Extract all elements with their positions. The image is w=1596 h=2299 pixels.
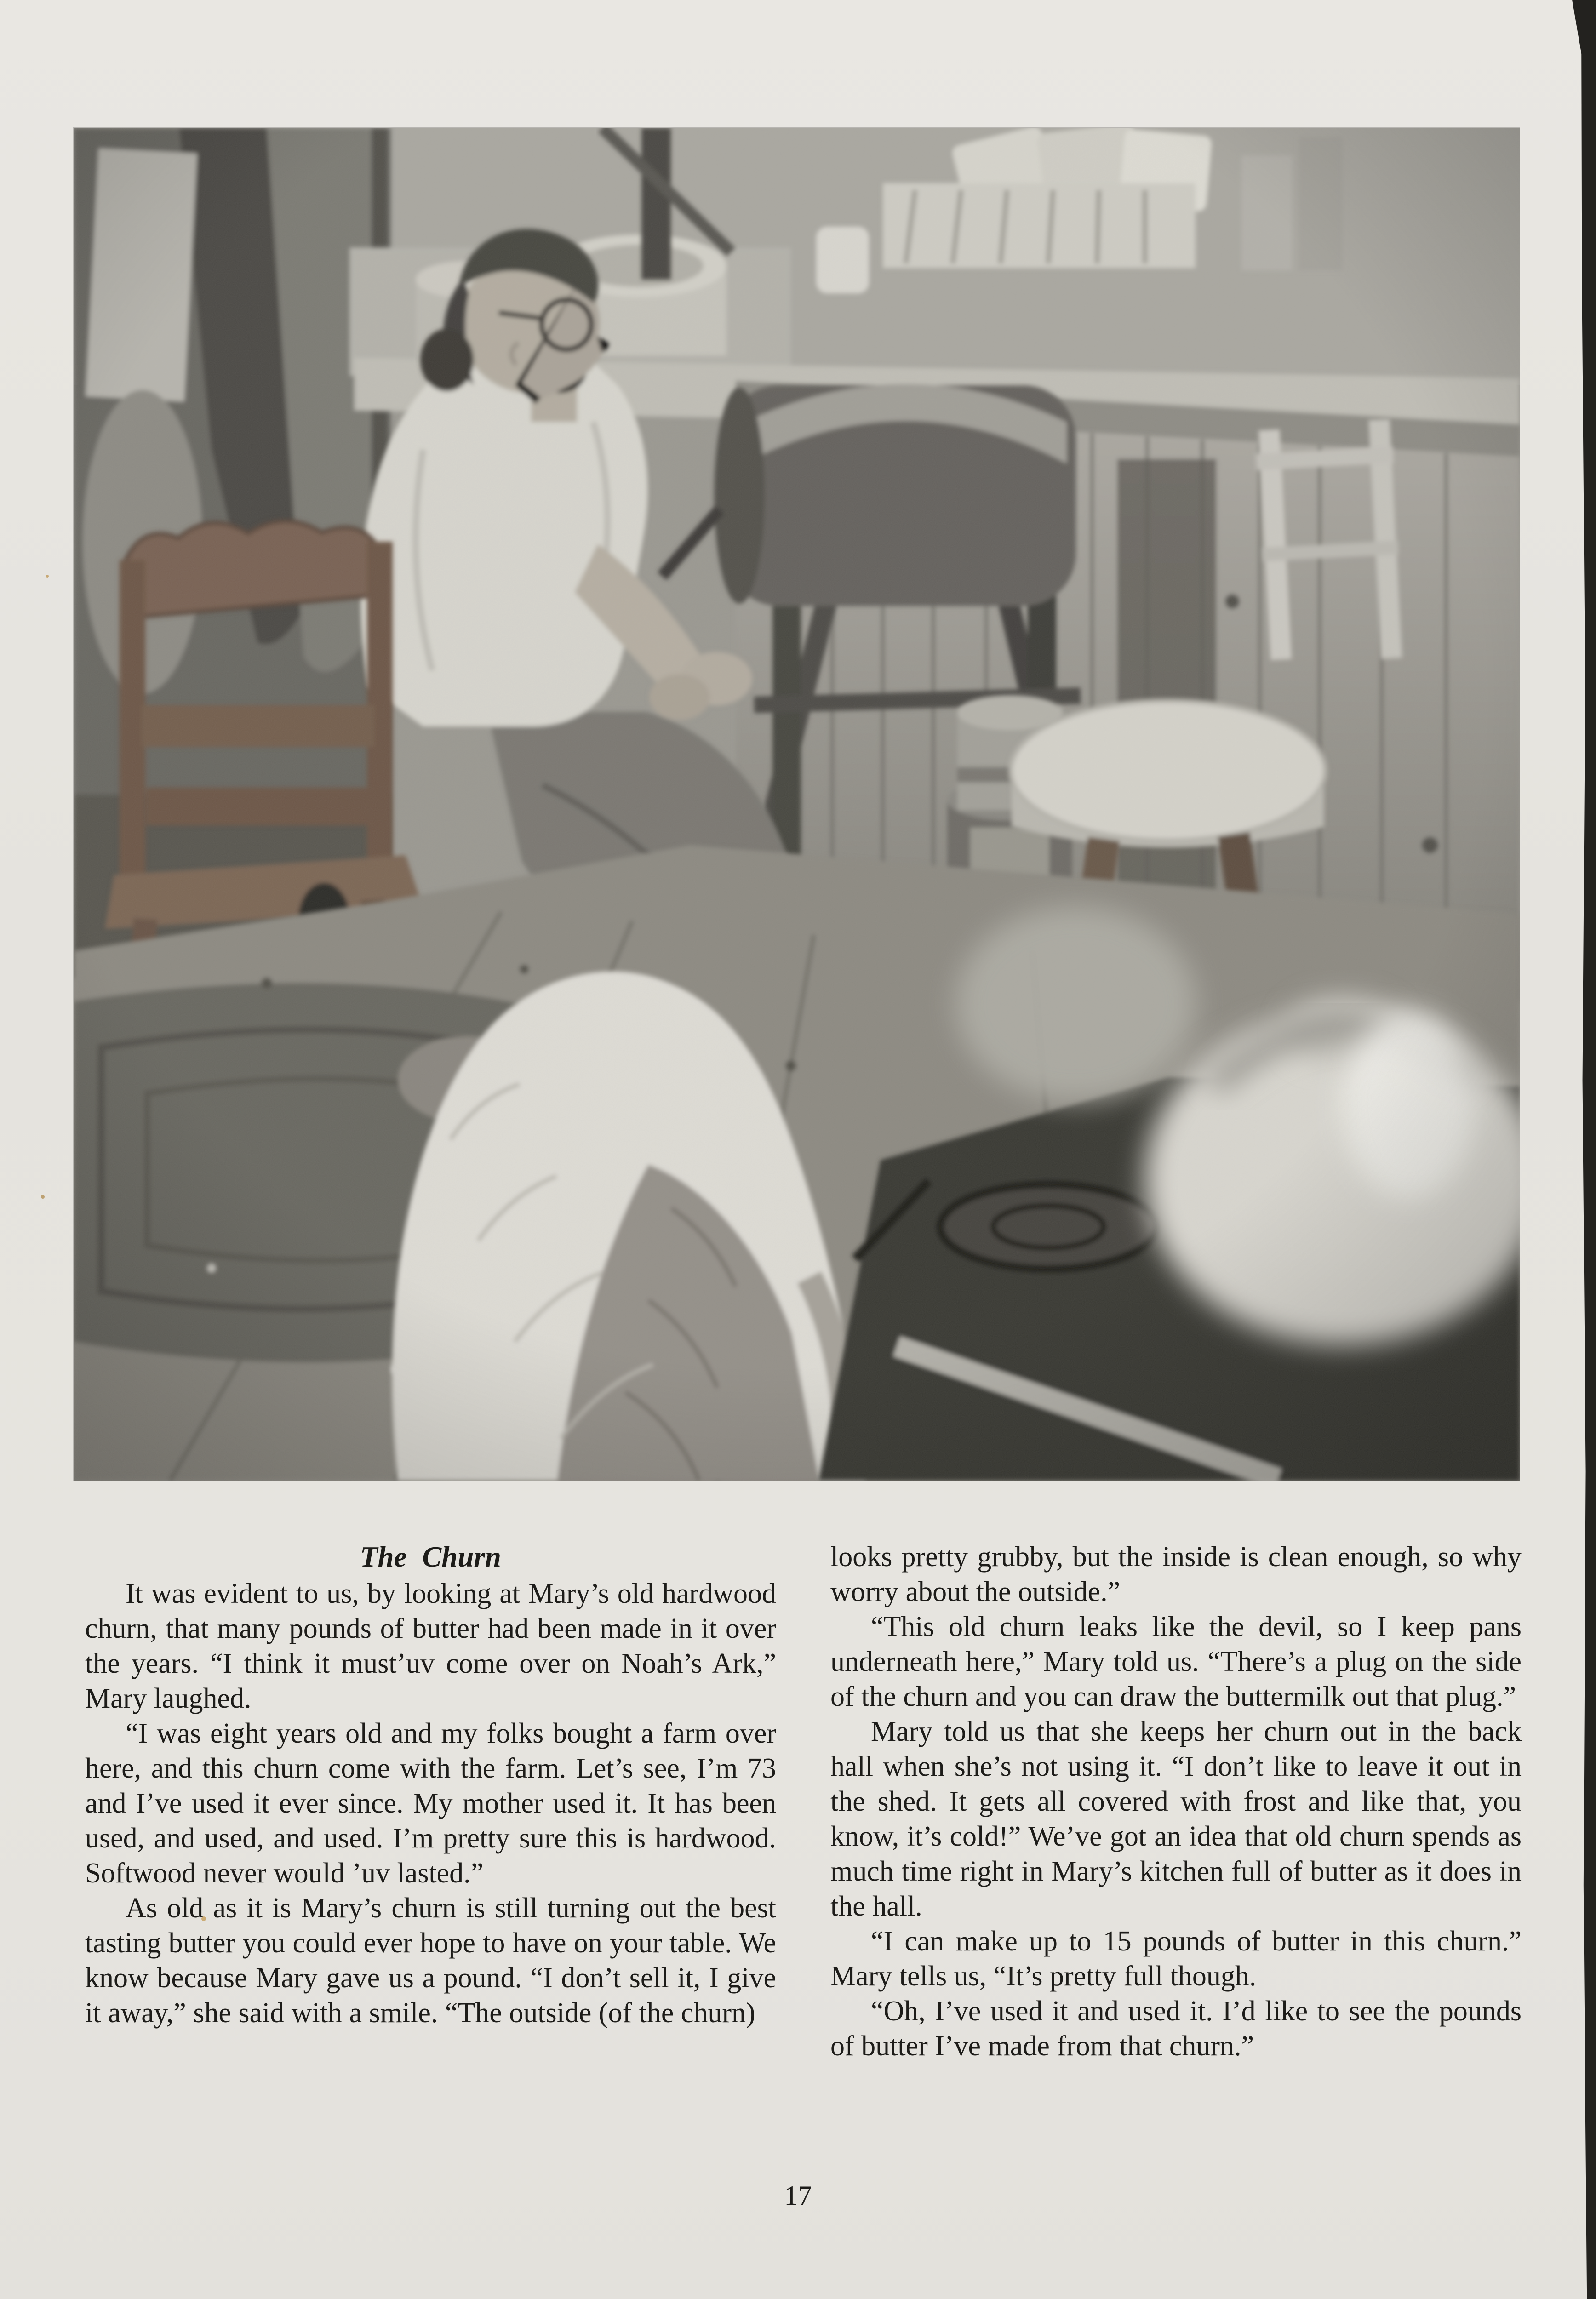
scanner-edge-wedge: [1572, 0, 1584, 69]
article-column-right: [830, 1539, 1522, 2064]
article-paragraph: Mary told us that she keeps her churn out in the back hall when she’s not using it. “I don’t like to leave it out in the shed. It gets all covered with frost and like that, you know, it’s cold!” We’ve got an idea that old churn spends as much time right in Mary’s kitchen full of butter as it does in the hall.: [830, 1716, 1522, 1922]
article-paragraph: As old as it is Mary’s churn is still turning out the best tasting butter you could ever hope to have on your table. We know because Mary gave us a pound. “I don’t sell it, I give it away,” she said with a smile. “The outside (of the churn): [85, 1893, 776, 2029]
article-paragraph: looks pretty grubby, but the inside is clean enough, so why worry about the outside.”: [830, 1541, 1522, 1607]
page-number: 17: [784, 2180, 812, 2211]
photo-grain: [74, 128, 1520, 1481]
article-paragraph: “This old churn leaks like the devil, so I keep pans underneath here,” Mary told us. “There’s a plug on the side of the churn and you can draw the buttermilk out that plug.”: [830, 1611, 1522, 1712]
article: [85, 1539, 1522, 2064]
article-paragraph: “Oh, I’ve used it and used it. I’d like to see the pounds of butter I’ve made from that churn.”: [830, 1996, 1522, 2062]
article-heading: The Churn: [360, 1541, 501, 1573]
scanner-edge-band: [1581, 0, 1596, 2299]
article-paragraph: It was evident to us, by looking at Mary’s old hardwood churn, that many pounds of butter had been made in it over the years. “I think it must’uv come over on Noah’s Ark,” Mary laughed.: [85, 1578, 776, 1714]
kitchen-photograph: [74, 128, 1520, 1481]
article-paragraph: “I can make up to 15 pounds of butter in this churn.” Mary tells us, “It’s pretty full though.: [830, 1926, 1522, 1992]
paper-foxing-specks: [46, 575, 49, 578]
article-column-left: [85, 1539, 776, 2064]
article-paragraph: “I was eight years old and my folks bought a farm over here, and this churn come with the farm. Let’s see, I’m 73 and I’ve used it ever since. My mother used it. It has been used, and used, and used. I’m pretty sure this is hardwood. Softwood never would ’uv lasted.”: [85, 1718, 776, 1889]
kitchen-photo-illustration: [74, 128, 1520, 1481]
